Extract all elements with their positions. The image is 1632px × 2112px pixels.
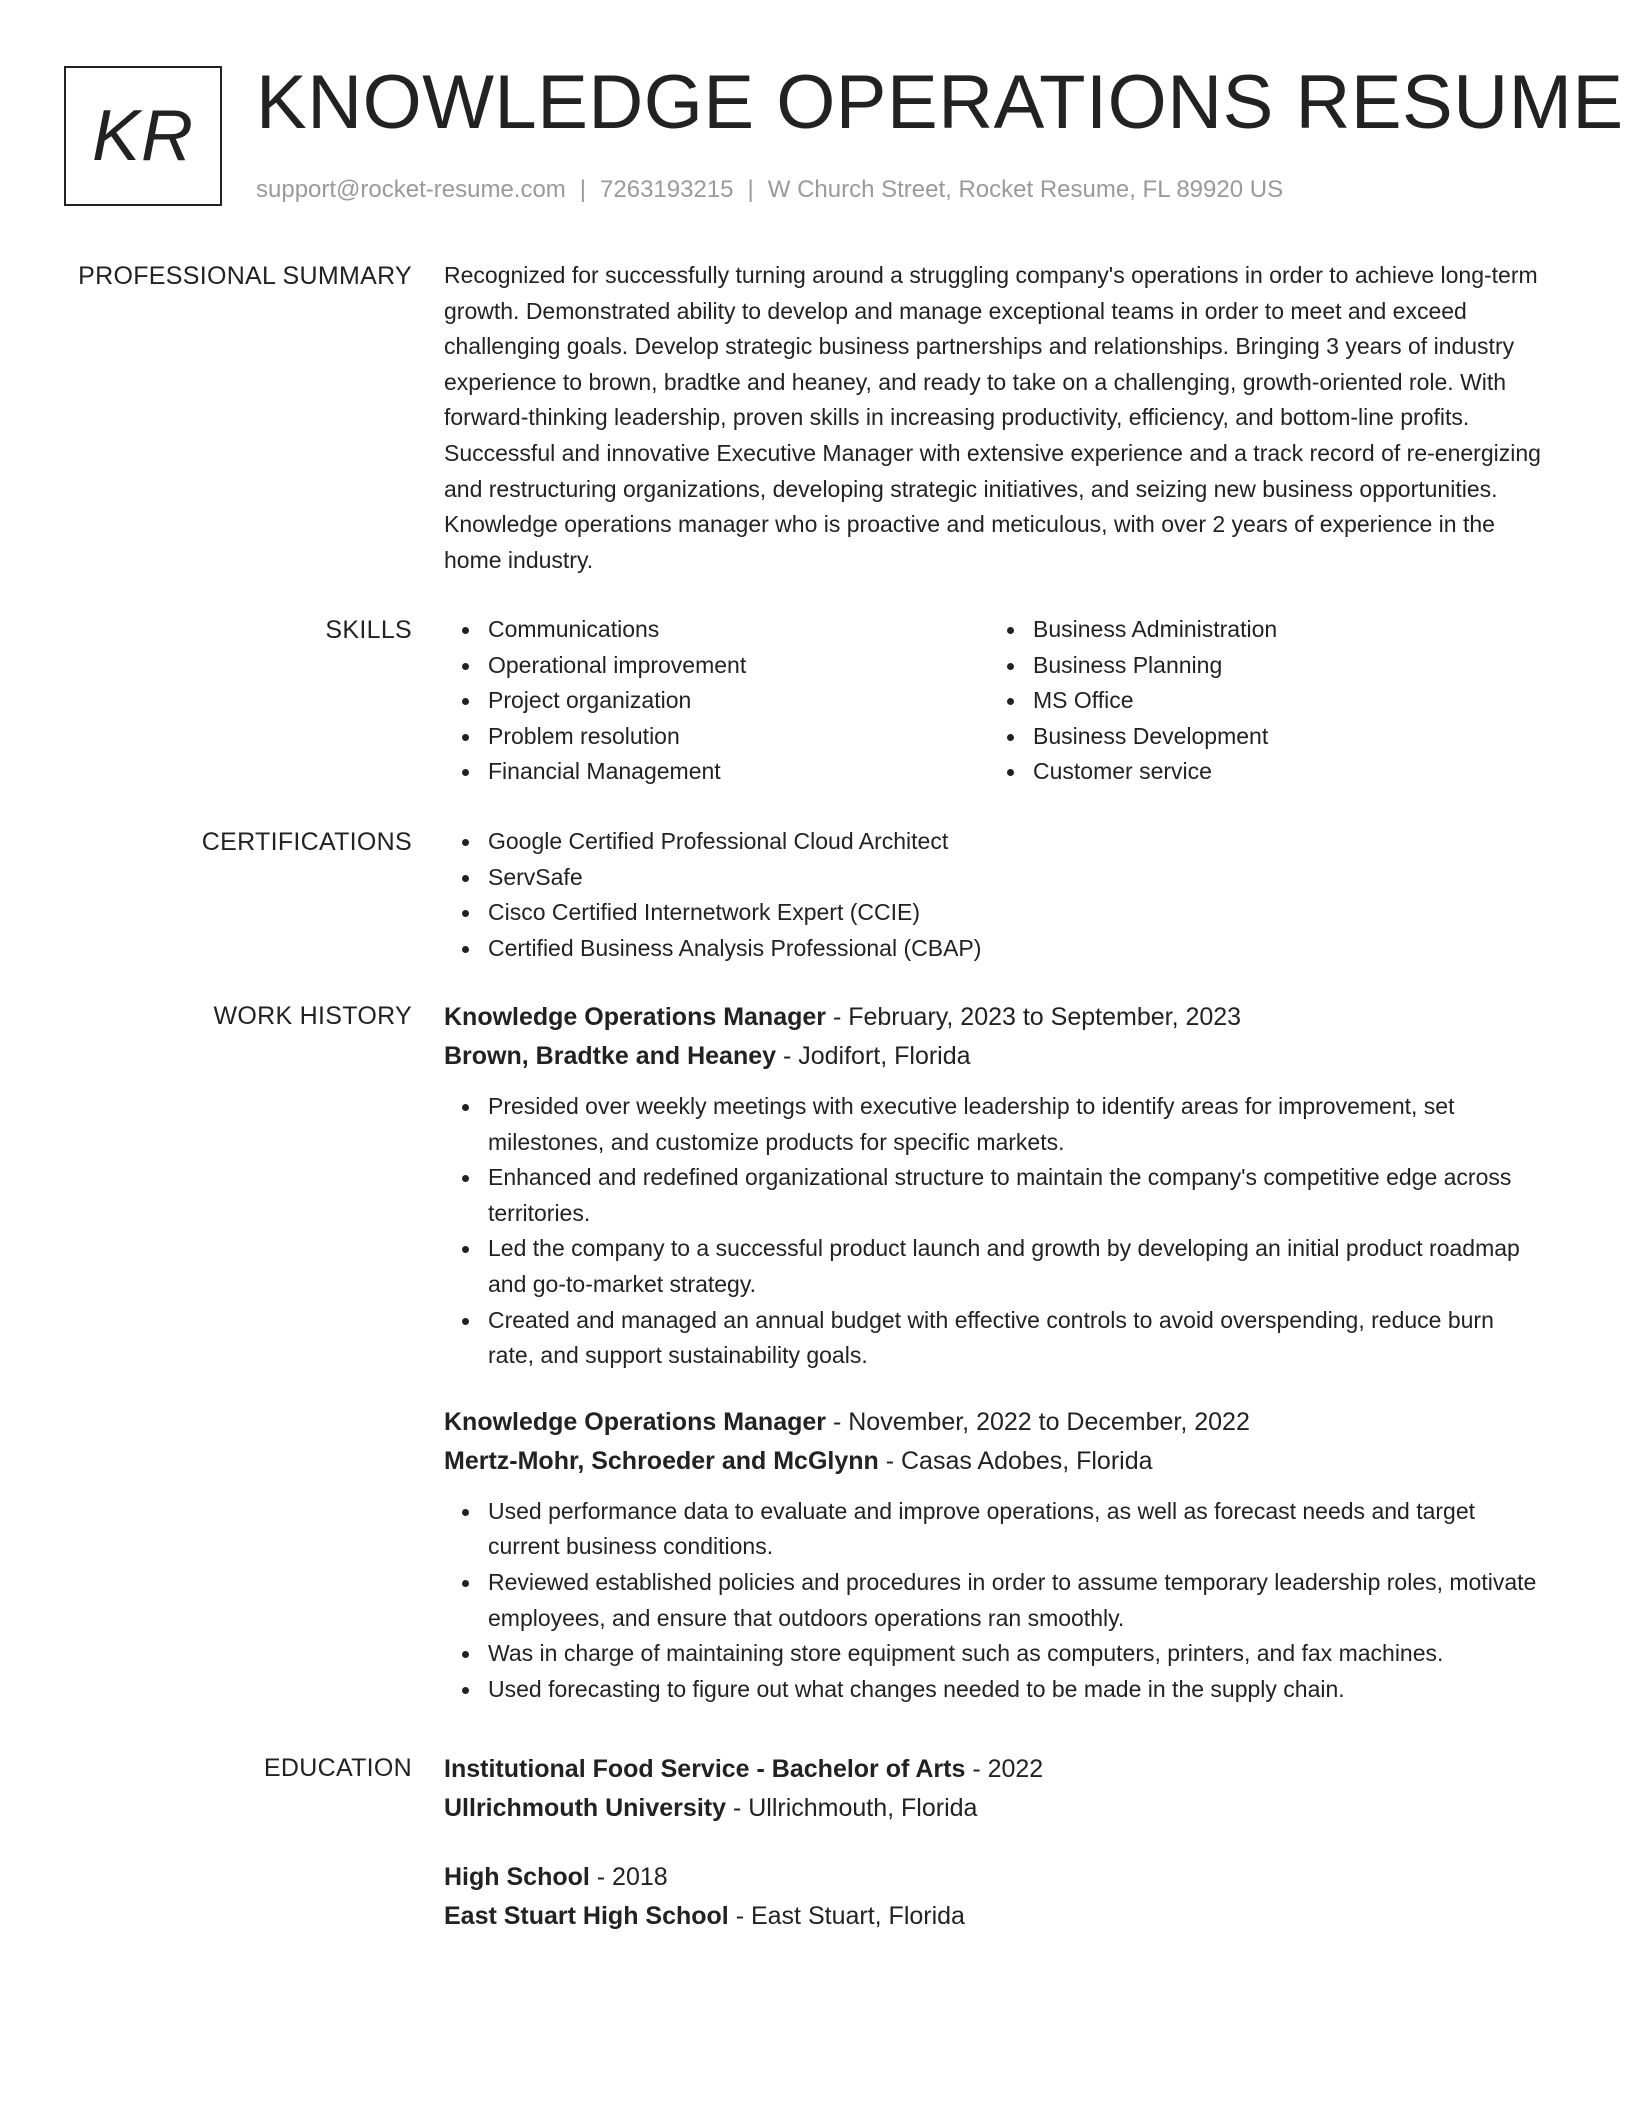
- section-label-skills: SKILLS: [325, 616, 412, 644]
- contact-phone: 7263193215: [600, 176, 734, 203]
- job-bullet: Enhanced and redefined organizational structure to maintain the company's competitive edge across territories.: [488, 1160, 1544, 1231]
- page-title: KNOWLEDGE OPERATIONS RESUME: [256, 60, 1624, 145]
- job-org-line: [444, 1037, 1544, 1076]
- education-entry: [444, 1750, 1544, 1828]
- skills-body: [444, 612, 1544, 790]
- contact-address: W Church Street, Rocket Resume, FL 89920 US: [767, 176, 1284, 203]
- education-school: Ullrichmouth University: [444, 1794, 726, 1822]
- contact-separator: |: [747, 176, 754, 203]
- job-entry: [444, 1403, 1544, 1708]
- skill-item: Communications: [488, 612, 989, 648]
- contact-separator: |: [579, 176, 587, 203]
- job-bullet: Presided over weekly meetings with executive leadership to identify areas for improvement, set milestones, and customize products for specific markets.: [488, 1089, 1544, 1160]
- summary-body: [444, 258, 1544, 578]
- education-school-line: [444, 1897, 1544, 1936]
- education-body: [444, 1750, 1544, 1936]
- skill-item: Project organization: [488, 683, 989, 719]
- certification-item: Google Certified Professional Cloud Architect: [488, 824, 1544, 860]
- job-bullet: Led the company to a successful product launch and growth by developing an initial product roadmap and go-to-market strategy.: [488, 1231, 1544, 1302]
- skill-item: Problem resolution: [488, 719, 989, 755]
- job-bullet: Used performance data to evaluate and improve operations, as well as forecast needs and target current business conditions.: [488, 1494, 1544, 1565]
- education-degree-line: [444, 1858, 1544, 1897]
- section-label-education: EDUCATION: [263, 1754, 412, 1782]
- contact-line: [256, 174, 1283, 206]
- job-bullets: [444, 1089, 1544, 1374]
- education-degree-line: [444, 1750, 1544, 1789]
- certifications-body: [444, 824, 1544, 966]
- skill-item: Business Administration: [1033, 612, 1534, 648]
- section-label-certifications: CERTIFICATIONS: [201, 828, 412, 856]
- job-org-line: [444, 1442, 1544, 1481]
- job-title-line: [444, 998, 1544, 1037]
- job-company: Mertz-Mohr, Schroeder and McGlynn: [444, 1446, 879, 1475]
- skills-list-left: [444, 612, 989, 790]
- skills-list-right: [989, 612, 1534, 790]
- education-school-line: [444, 1789, 1544, 1828]
- job-location: - Casas Adobes, Florida: [878, 1446, 1153, 1475]
- education-degree: Institutional Food Service - Bachelor of Arts: [444, 1755, 966, 1783]
- job-bullets: [444, 1494, 1544, 1708]
- job-company: Brown, Bradtke and Heaney: [444, 1042, 777, 1070]
- job-location: - Jodifort, Florida: [776, 1042, 971, 1070]
- education-location: - East Stuart, Florida: [728, 1902, 965, 1930]
- job-title: Knowledge Operations Manager: [444, 1407, 827, 1436]
- education-year: - 2018: [589, 1863, 668, 1891]
- job-dates: - February, 2023 to September, 2023: [826, 1003, 1242, 1031]
- skills-column-right: [989, 612, 1534, 790]
- job-bullet: Used forecasting to figure out what changes needed to be made in the supply chain.: [488, 1672, 1544, 1708]
- job-title-line: [444, 1403, 1544, 1442]
- certification-item: Cisco Certified Internetwork Expert (CCIE): [488, 895, 1544, 931]
- certification-item: ServSafe: [488, 860, 1544, 896]
- education-year: - 2022: [965, 1755, 1044, 1783]
- job-bullet: Created and managed an annual budget with effective controls to avoid overspending, reduce burn rate, and support sustainability goals.: [488, 1303, 1544, 1374]
- job-entry: [444, 998, 1544, 1374]
- skill-item: Financial Management: [488, 754, 989, 790]
- summary-text: Recognized for successfully turning around a struggling company's operations in order to achieve long-term growth. Demonstrated ability to develop and manage exceptional teams in order to meet and exceed challenging goals. Develop strategic business partnerships and relationships. Bringing 3 years of industry experience to brown, bradtke and heaney, and ready to take on a challenging, growth-oriented role. With forward-thinking leadership, proven skills in increasing productivity, efficiency, and bottom-line profits. Successful and innovative Executive Manager with extensive experience and a track record of re-energizing and restructuring organizations, developing strategic initiatives, and seizing new business opportunities. Knowledge operations manager who is proactive and meticulous, with over 2 years of experience in the home industry.: [444, 262, 1541, 573]
- job-bullet: Reviewed established policies and procedures in order to assume temporary leadership roles, motivate employees, and ensure that outdoors operations ran smoothly.: [488, 1565, 1544, 1636]
- certification-item: Certified Business Analysis Professional (CBAP): [488, 931, 1544, 967]
- skill-item: Business Planning: [1033, 648, 1534, 684]
- education-degree: High School: [444, 1863, 590, 1891]
- skill-item: Customer service: [1033, 754, 1534, 790]
- section-label-summary: PROFESSIONAL SUMMARY: [78, 262, 412, 290]
- job-bullet: Was in charge of maintaining store equipment such as computers, printers, and fax machines.: [488, 1636, 1544, 1672]
- education-location: - Ullrichmouth, Florida: [726, 1794, 978, 1822]
- certifications-list: [444, 824, 1544, 966]
- job-title: Knowledge Operations Manager: [444, 1003, 827, 1031]
- section-label-work-history: WORK HISTORY: [213, 1002, 412, 1030]
- education-school: East Stuart High School: [444, 1902, 729, 1930]
- job-dates: - November, 2022 to December, 2022: [826, 1407, 1250, 1436]
- skill-item: Business Development: [1033, 719, 1534, 755]
- education-entry: [444, 1858, 1544, 1936]
- contact-email: support@rocket-resume.com: [256, 176, 566, 203]
- skills-column-left: [444, 612, 989, 790]
- monogram-logo: KR: [64, 66, 222, 206]
- skill-item: MS Office: [1033, 683, 1534, 719]
- work-history-body: [444, 998, 1544, 1707]
- skill-item: Operational improvement: [488, 648, 989, 684]
